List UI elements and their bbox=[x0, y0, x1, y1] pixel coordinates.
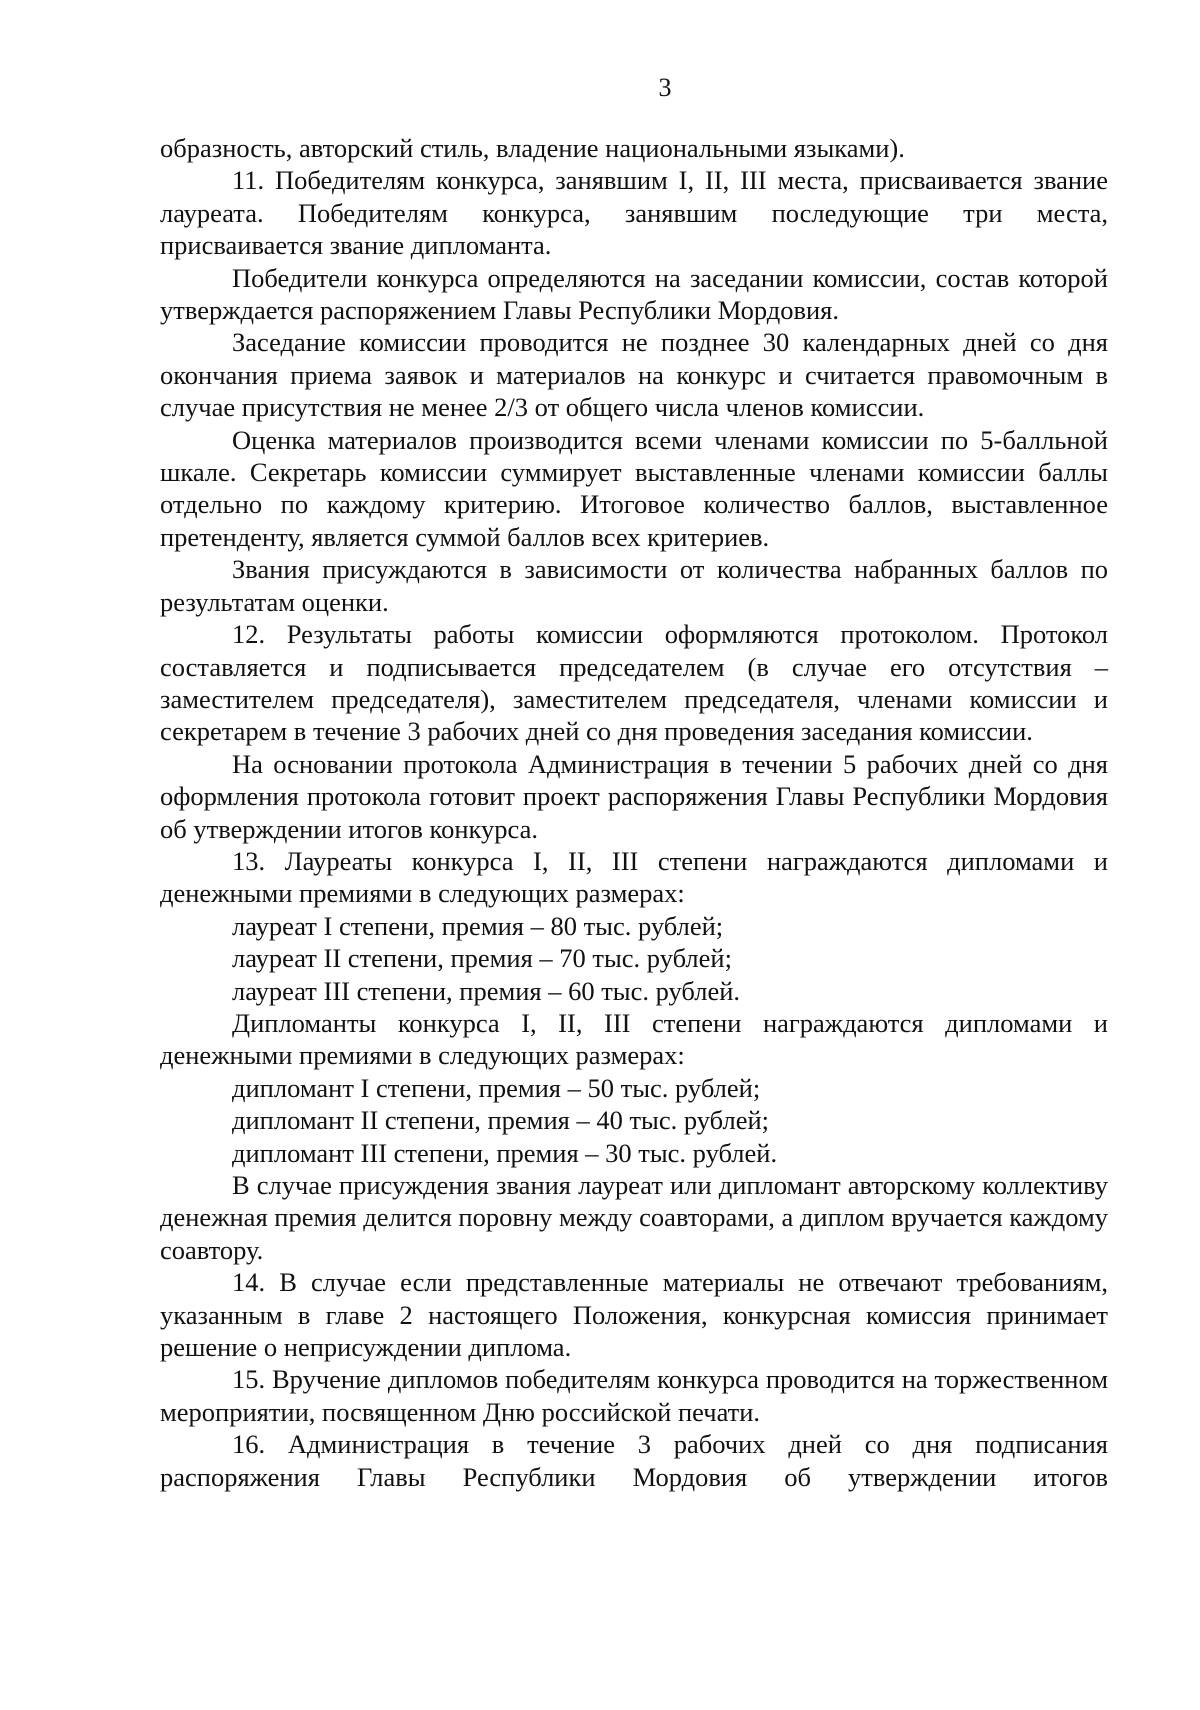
paragraph-continuation: образность, авторский стиль, владение национальными языками). bbox=[160, 133, 905, 163]
paragraph-item-14: 14. В случае если представленные материалы не отвечают требованиям, указанным в главе 2 настоящего Положения, конкурсная комиссия принимает решение о неприсуждении диплома. bbox=[160, 1267, 1108, 1363]
list-item-diplomant-3: дипломант III степени, премия – 30 тыс. рублей. bbox=[232, 1137, 778, 1168]
paragraph-item-13: 13. Лауреаты конкурса I, II, III степени награждаются дипломами и денежными премиями в следующих размерах: bbox=[160, 845, 1108, 909]
document-body bbox=[160, 132, 1108, 1493]
paragraph-protocol: На основании протокола Администрация в течении 5 рабочих дней со дня оформления протокола готовит проект распоряжения Главы Республики Мордовия об утверждении итогов конкурса. bbox=[160, 748, 1108, 844]
paragraph-item-16: 16. Администрация в течение 3 рабочих дней со дня подписания распоряжения Главы Республики Мордовия об утверждении итогов bbox=[160, 1429, 1108, 1492]
paragraph-winners: Победители конкурса определяются на заседании комиссии, состав которой утверждается распоряжением Главы Республики Мордовия. bbox=[160, 262, 1108, 326]
list-item-laureate-1: лауреат I степени, премия – 80 тыс. рублей; bbox=[232, 910, 724, 941]
paragraph-evaluation: Оценка материалов производится всеми членами комиссии по 5-балльной шкале. Секретарь комиссии суммирует выставленные членами комиссии баллы отдельно по каждому критерию. Итоговое количество баллов, выставленное претенденту, является суммой баллов всех критериев. bbox=[160, 424, 1108, 552]
paragraph-collective: В случае присуждения звания лауреат или дипломант авторскому коллективу денежная премия делится поровну между соавторами, а диплом вручается каждому соавтору. bbox=[160, 1170, 1108, 1265]
list-item-diplomant-2: дипломант II степени, премия – 40 тыс. рублей; bbox=[232, 1105, 770, 1136]
paragraph-item-12: 12. Результаты работы комиссии оформляются протоколом. Протокол составляется и подписывается председателем (в случае его отсутствия – заместителем председателя), заместителем председателя, членами комиссии и секретарем в течение 3 рабочих дней со дня проведения заседания комиссии. bbox=[160, 619, 1108, 747]
list-item-diplomant-1: дипломант I степени, премия – 50 тыс. рублей; bbox=[232, 1072, 761, 1103]
list-item-laureate-2: лауреат II степени, премия – 70 тыс. рублей; bbox=[232, 943, 732, 974]
paragraph-item-11: 11. Победителям конкурса, занявшим I, II, III места, присваивается звание лауреата. Победителям конкурса, занявшим последующие три места, присваивается звание дипломанта. bbox=[160, 165, 1108, 261]
paragraph-titles: Звания присуждаются в зависимости от количества набранных баллов по результатам оценки. bbox=[160, 554, 1108, 617]
paragraph-item-15: 15. Вручение дипломов победителям конкурса проводится на торжественном мероприятии, посвященном Дню российской печати. bbox=[160, 1364, 1108, 1427]
page-number: 3 bbox=[658, 73, 672, 102]
list-item-laureate-3: лауреат III степени, премия – 60 тыс. рублей. bbox=[232, 975, 741, 1006]
paragraph-diplomants: Дипломанты конкурса I, II, III степени награждаются дипломами и денежными премиями в следующих размерах: bbox=[160, 1007, 1108, 1071]
paragraph-meeting: Заседание комиссии проводится не позднее 30 календарных дней со дня окончания приема заявок и материалов на конкурс и считается правомочным в случае присутствия не менее 2/3 от общего числа членов комиссии. bbox=[160, 327, 1108, 423]
